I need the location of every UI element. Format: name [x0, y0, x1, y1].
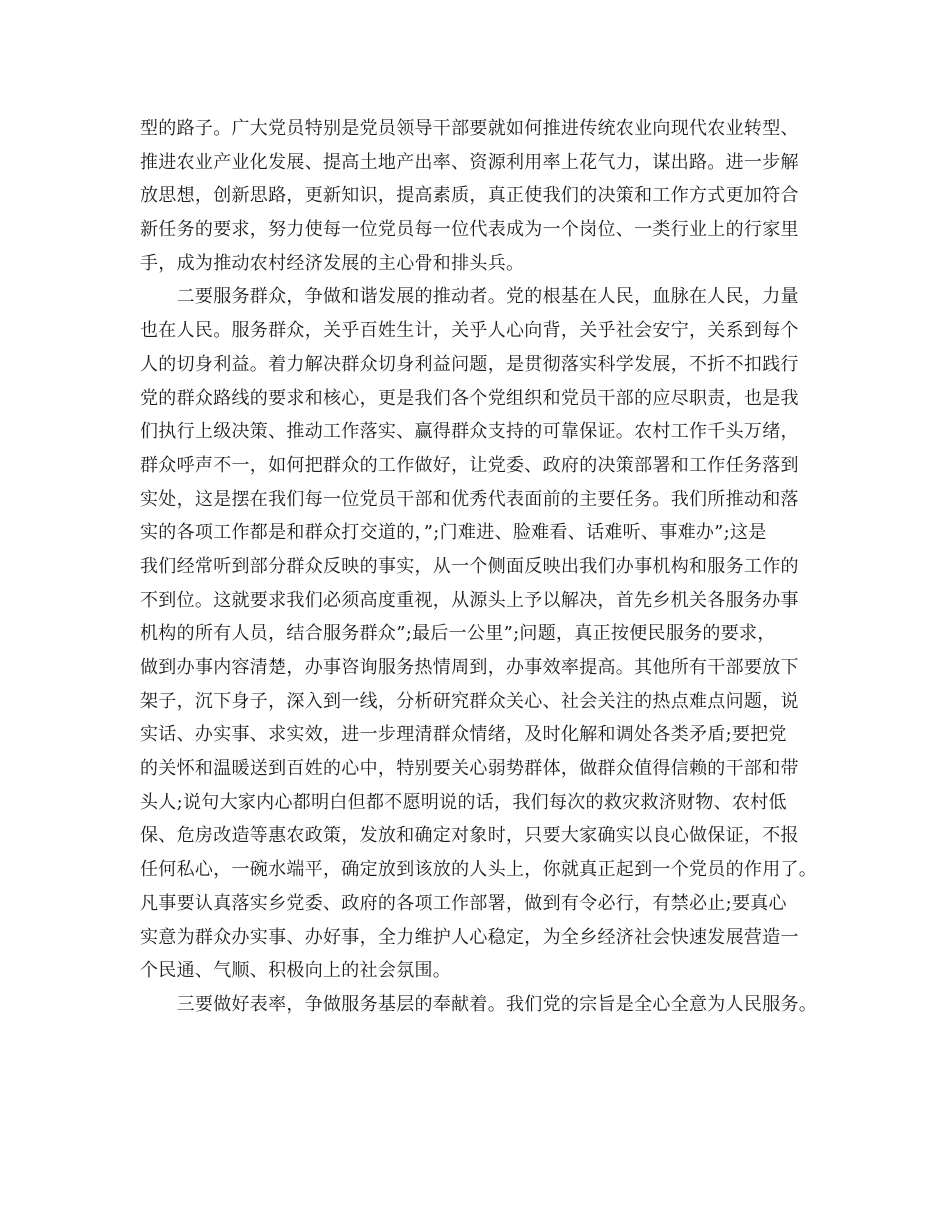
text-line: 不到位。这就要求我们必须高度重视，从源头上予以解决，首先乡机关各服务办事 — [140, 589, 799, 611]
text-line: 也在人民。服务群众，关乎百姓生计，关乎人心向背，关乎社会安宁，关系到每个 — [140, 320, 799, 342]
text-line: 人的切身利益。着力解决群众切身利益问题，是贯彻落实科学发展，不折不扣践行 — [140, 353, 799, 375]
text-line: 推进农业产业化发展、提高土地产出率、资源利用率上花气力，谋出路。进一步解 — [140, 151, 799, 173]
text-line: 个民通、气顺、积极向上的社会氛围。 — [140, 960, 452, 982]
text-line: 实的各项工作都是和群众打交道的，”;门难进、脸难看、话难听、事难办”;这是 — [140, 522, 767, 544]
text-line: 新任务的要求，努力使每一位党员每一位代表成为一个岗位、一类行业上的行家里 — [140, 219, 799, 241]
text-line: 实话、办实事、求实效，进一步理清群众情绪，及时化解和调处各类矛盾;要把党 — [140, 724, 787, 746]
document-body — [140, 112, 840, 1022]
text-line: 架子，沉下身子，深入到一线，分析研究群众关心、社会关注的热点难点问题，说 — [140, 690, 799, 712]
text-line: 群众呼声不一，如何把群众的工作做好，让党委、政府的决策部署和工作任务落到 — [140, 454, 799, 476]
text-line: 任何私心，一碗水端平，确定放到该放的人头上，你就真正起到一个党员的作用了。 — [140, 859, 818, 881]
text-line: 手，成为推动农村经济发展的主心骨和排头兵。 — [140, 252, 525, 274]
text-line: 我们经常听到部分群众反映的事实，从一个侧面反映出我们办事机构和服务工作的 — [140, 555, 799, 577]
text-line: 做到办事内容清楚，办事咨询服务热情周到，办事效率提高。其他所有干部要放下 — [140, 657, 799, 678]
text-line: 头人;说句大家内心都明白但都不愿明说的话，我们每次的救灾救济财物、农村低 — [140, 791, 787, 813]
text-line: 放思想，创新思路，更新知识，提高素质，真正使我们的决策和工作方式更加符合 — [140, 185, 799, 207]
text-line: 党的群众路线的要求和核心，更是我们各个党组织和党员干部的应尽职责，也是我 — [140, 387, 799, 409]
text-line: 们执行上级决策、推动工作落实、赢得群众支持的可靠保证。农村工作千头万绪， — [140, 421, 799, 443]
text-line: 机构的所有人员，结合服务群众”;最后一公里”;问题，真正按便民服务的要求， — [140, 623, 776, 645]
text-line: 实处，这是摆在我们每一位党员干部和优秀代表面前的主要任务。我们所推动和落 — [140, 488, 799, 510]
text-line: 三要做好表率，争做服务基层的奉献着。我们党的宗旨是全心全意为人民服务。 — [140, 993, 818, 1015]
text-line: 保、危房改造等惠农政策，发放和确定对象时，只要大家确实以良心做保证，不报 — [140, 825, 799, 847]
text-line: 凡事要认真落实乡党委、政府的各项工作部署，做到有令必行，有禁必止;要真心 — [140, 892, 787, 914]
text-line: 二要服务群众，争做和谐发展的推动者。党的根基在人民，血脉在人民，力量 — [140, 286, 799, 308]
text-line: 实意为群众办实事、办好事，全力维护人心稳定，为全乡经济社会快速发展营造一 — [140, 926, 799, 948]
text-line: 型的路子。广大党员特别是党员领导干部要就如何推进传统农业向现代农业转型、 — [140, 118, 799, 139]
text-line: 的关怀和温暖送到百姓的心中，特别要关心弱势群体，做群众值得信赖的干部和带 — [140, 758, 799, 780]
